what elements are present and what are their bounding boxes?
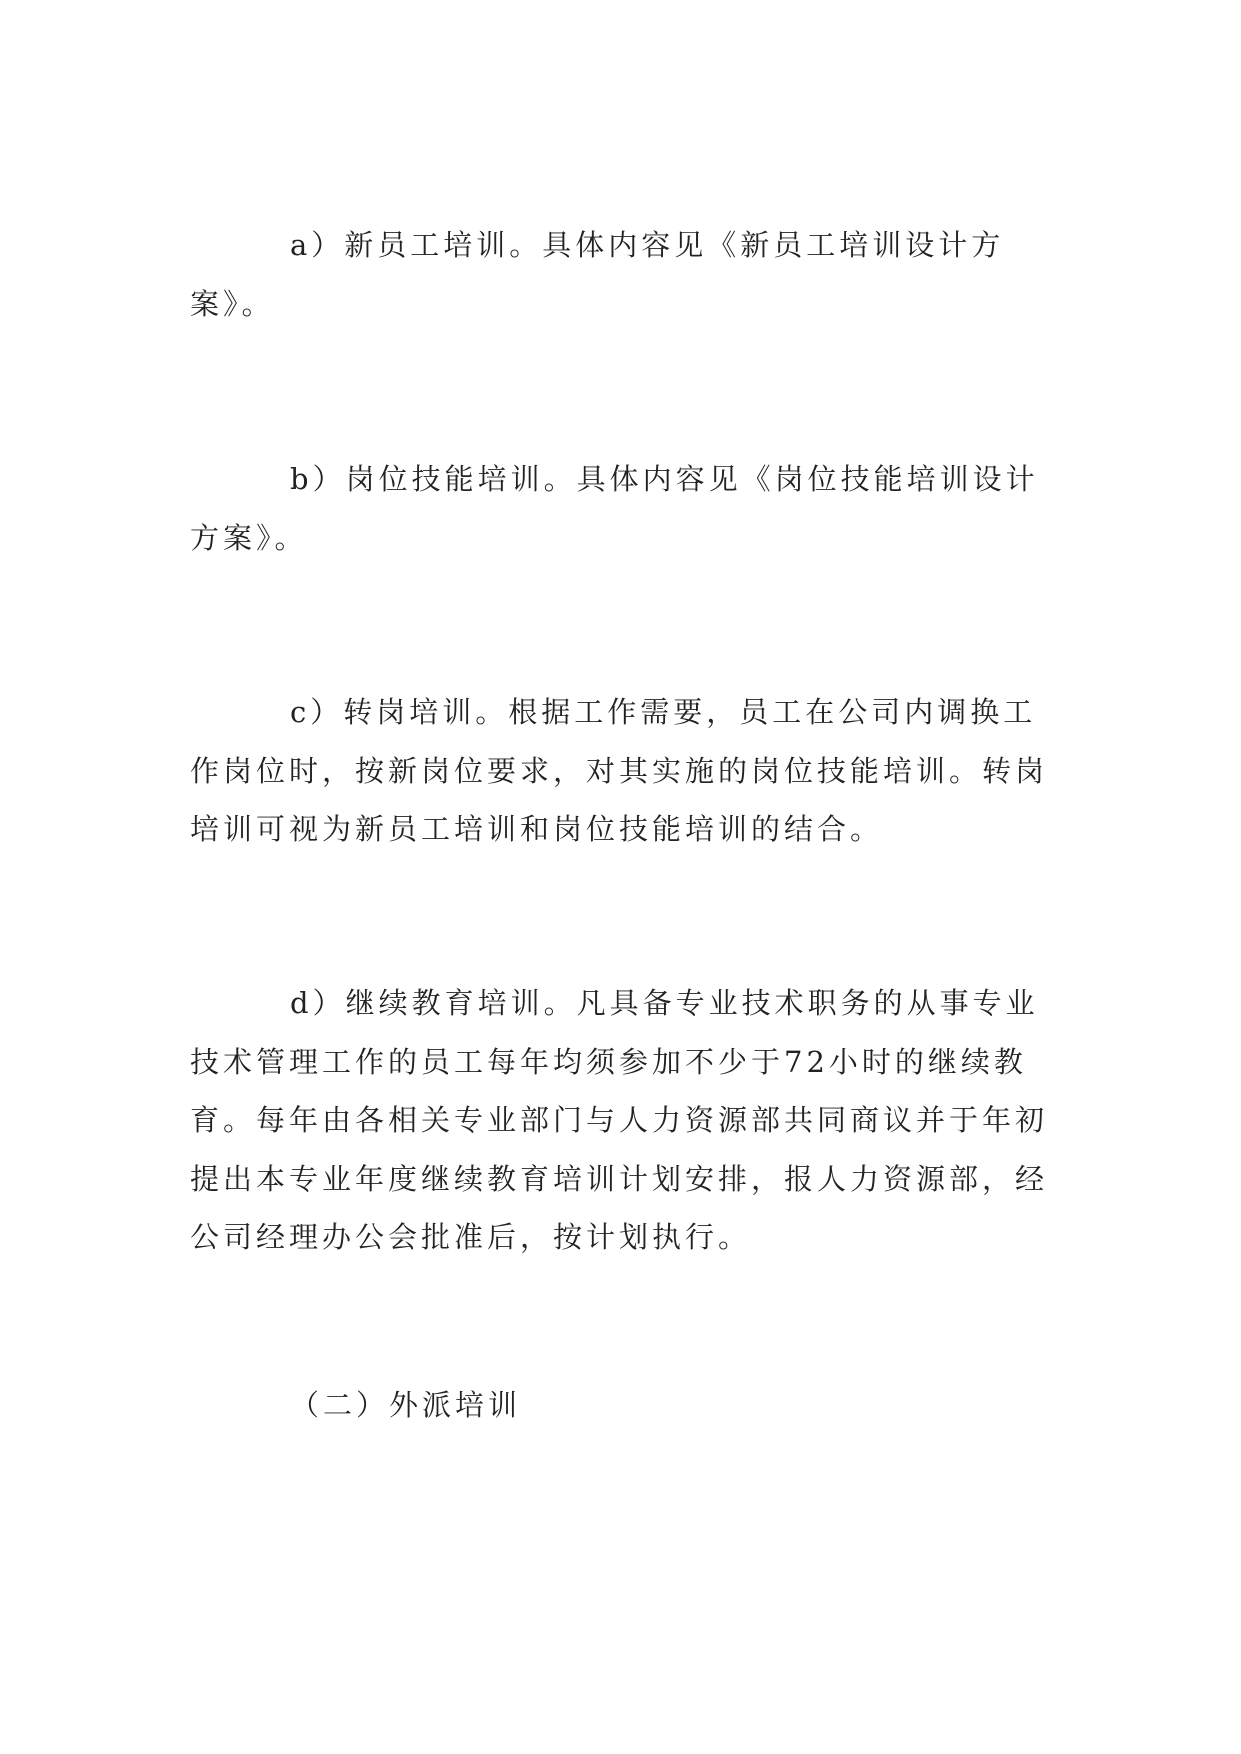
paragraph-new-employee-training: a）新员工培训。具体内容见《新员工培训设计方案》。	[190, 228, 1005, 321]
paragraph-job-transfer-training: c）转岗培训。根据工作需要，员工在公司内调换工作岗位时，按新岗位要求，对其实施的岗位技能培训。转岗培训可视为新员工培训和岗位技能培训的结合。	[190, 695, 1049, 846]
section-heading-external-training: （二）外派培训	[290, 1388, 522, 1422]
paragraph-job-skills-training: b）岗位技能培训。具体内容见《岗位技能培训设计方案》。	[190, 462, 1039, 555]
paragraph-continuing-education-training: d）继续教育培训。凡具备专业技术职务的从事专业技术管理工作的员工每年均须参加不少于72小时的继续教育。每年由各相关专业部门与人力资源部共同商议并于年初提出本专业年度继续教育培训计划安排，报人力资源部，经公司经理办公会批准后，按计划执行。	[190, 986, 1049, 1254]
